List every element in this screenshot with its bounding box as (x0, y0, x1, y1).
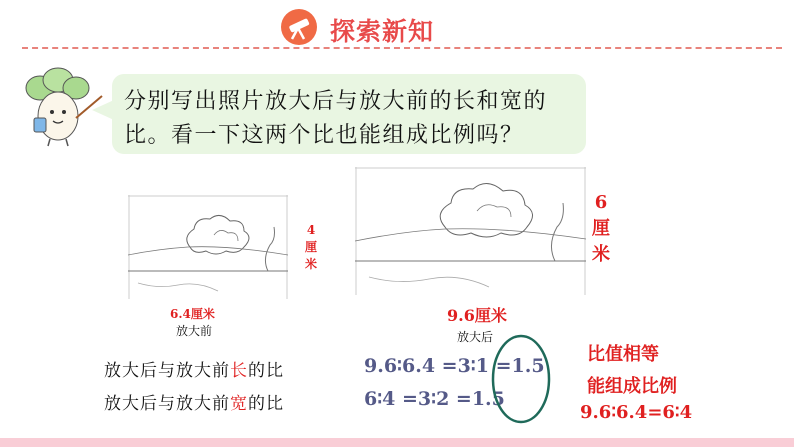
small-photo-height-label (299, 222, 323, 273)
width-ratio-label-suffix: 的比 (248, 394, 284, 414)
width-ratio-label-prefix: 放大后与放大前 (104, 394, 230, 414)
width-keyword: 宽 (230, 394, 248, 414)
telescope-icon (280, 8, 318, 46)
large-photo-caption: 放大后 (457, 330, 494, 344)
speech-bubble-tail (92, 100, 114, 120)
length-ratio-label-suffix: 的比 (248, 361, 284, 381)
ratio-value-circle (490, 333, 552, 425)
large-photo-width-label: 9.6厘米 (447, 306, 507, 325)
large-photo-height-unit-2: 米 (592, 244, 610, 265)
small-photo-caption: 放大前 (176, 324, 213, 338)
small-photo-width-label: 6.4厘米 (170, 307, 215, 321)
page-title: 探索新知 (330, 17, 435, 46)
length-ratio-label-prefix: 放大后与放大前 (104, 361, 230, 381)
large-photo-height-label (589, 190, 613, 268)
equal-ratio-note: 比值相等 (587, 344, 659, 365)
width-ratio-label (104, 389, 284, 414)
proportion-equation: 9.6∶6.4=6∶4 (580, 402, 693, 423)
bottom-decor-band (0, 438, 794, 447)
small-photo-height-unit-1: 厘 (304, 240, 317, 254)
question-text-line-2: 比。看一下这两个比也能组成比例吗？ (124, 123, 524, 148)
width-ratio-expression: 6∶4 =3∶2 =1.5 (364, 388, 505, 410)
length-ratio-label (104, 356, 284, 381)
small-photo-height-value: 4 (306, 223, 316, 237)
length-ratio-expression: 9.6∶6.4 =3∶1 =1.5 (364, 355, 545, 377)
landscape-photo-after-enlargement (355, 167, 586, 295)
length-keyword: 长 (230, 361, 248, 381)
large-photo-height-value: 6 (594, 192, 608, 213)
small-photo-height-unit-2: 米 (304, 257, 317, 271)
large-photo-height-unit-1: 厘 (592, 218, 610, 239)
question-text-line-1: 分别写出照片放大后与放大前的长和宽的 (124, 89, 548, 114)
landscape-photo-before-enlargement (128, 195, 288, 299)
proportion-note: 能组成比例 (587, 376, 677, 397)
